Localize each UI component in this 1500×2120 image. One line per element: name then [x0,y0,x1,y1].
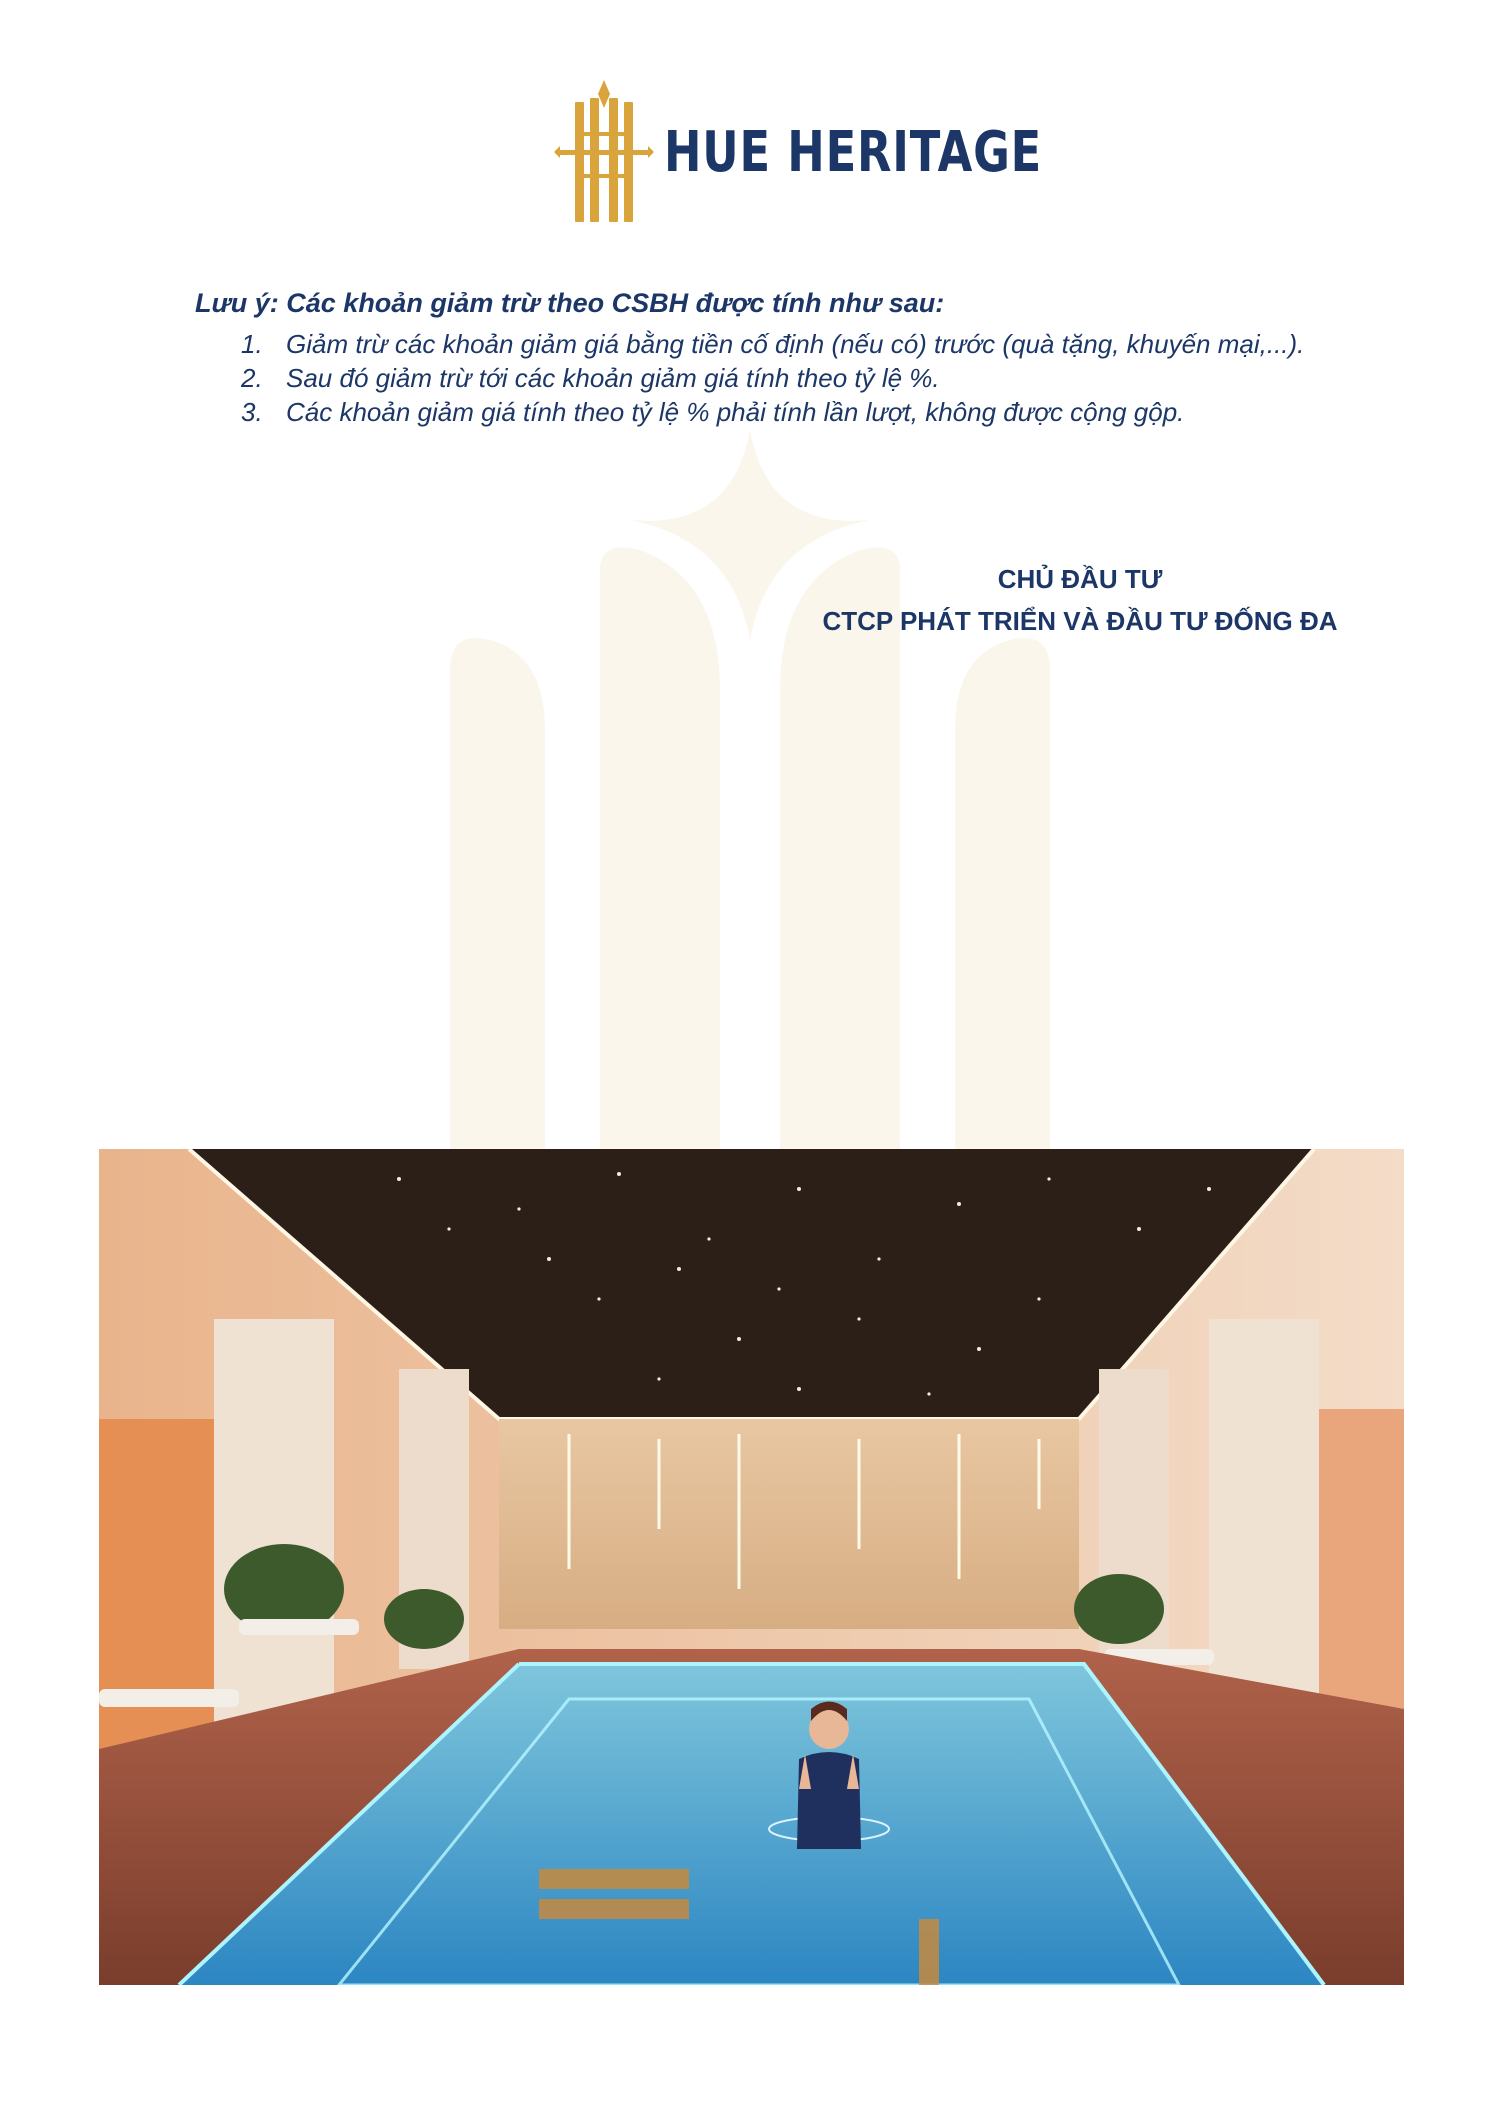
list-item-text: Các khoản giảm giá tính theo tỷ lệ % phải tính lần lượt, không được cộng gộp. [286,397,1185,427]
list-item-number: 3. [241,397,263,427]
watermark-emblem [450,430,1050,1160]
brand-name: HUE HERITAGE [664,120,1043,185]
pool-photo [99,1149,1404,1985]
list-item [195,327,1395,361]
gold-tower-emblem-icon [554,80,654,222]
list-item-number: 2. [241,363,263,393]
list-item-number: 1. [241,329,263,359]
note-title: Lưu ý: Các khoản giảm trừ theo CSBH được tính như sau: [195,288,945,318]
indoor-pool-image [99,1149,1404,1985]
note-list [195,327,1395,429]
investor-label: CHỦ ĐẦU TƯ [997,564,1163,594]
brand-logo [554,80,1043,222]
list-item [195,395,1395,429]
list-item-text: Sau đó giảm trừ tới các khoản giảm giá tính theo tỷ lệ %. [286,363,940,393]
note-section [195,283,1395,429]
investor-block [770,558,1390,642]
list-item-text: Giảm trừ các khoản giảm giá bằng tiền cố định (nếu có) trước (quà tặng, khuyến mại,...). [286,329,1305,359]
list-item [195,361,1395,395]
investor-company: CTCP PHÁT TRIỂN VÀ ĐẦU TƯ ĐỐNG ĐA [822,606,1338,636]
